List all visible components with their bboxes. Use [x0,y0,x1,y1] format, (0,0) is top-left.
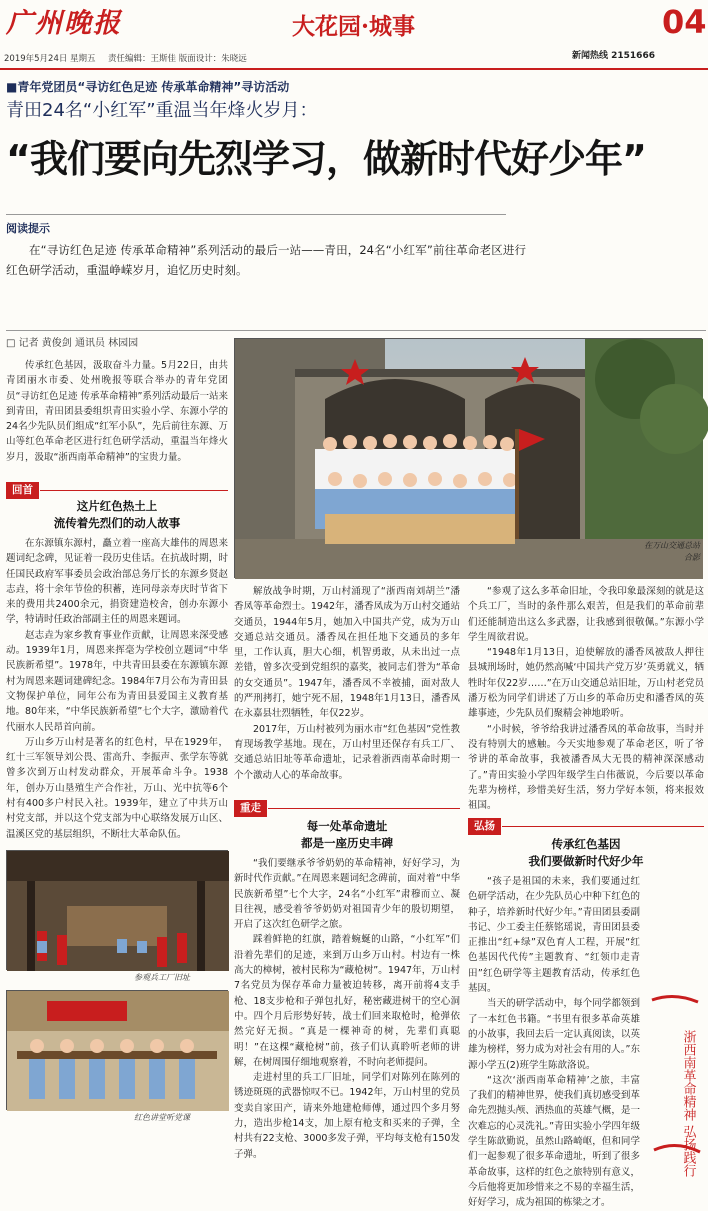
section-tag-rule [502,826,704,827]
section-1-body-b: 解放战争时期，万山村涌现了“浙西南刘胡兰”潘香凤等革命烈士。1942年，潘香凤成为万山村交通站交通员，1944年5月，她加入中国共产党，成为万山交通总站交通员。潘香凤在担任地下交通员的多年里，工作认真，胆大心细，机智勇敢，从未出过一点差错，曾多次受到党组织的嘉奖，被同志们誉为“革命的女交通员”。1947年，潘香凤不幸被捕，面对敌人的严刑拷打，她宁死不屈，1948年1月13日，潘香凤在永嘉县壮烈牺牲，年仅22岁。 2017年，万山村被列为丽水市“红色基因”党性教育现场教学基地。现在，万山村里还保存有兵工厂、交通总站旧址等革命遗址，记录着浙西南革命时期一个个激动人心的革命故事。 [234,586,460,781]
workshop-photo-caption: 参观兵工厂旧址 [134,973,190,982]
headline: “我们要向先烈学习，做新时代好少年” [6,137,646,181]
section-tag-rule [40,490,228,491]
page-number: 04 [662,3,707,41]
section-tag-hongyang: 弘扬 [468,818,501,835]
header-rule [0,68,708,70]
subheadline: 青田24名“小红军”重温当年烽火岁月： [6,100,318,121]
section-tag-rule [268,808,460,809]
section-2-body-a: “我们要继承爷爷奶奶的革命精神，好好学习，为新时代作贡献。”在周恩来题词纪念碑前，面对着“中华民族新希望”七个大字，24名“小红军”肃穆而立、凝目往视，感受着爷爷奶奶对祖国青少年的殷切期望，开启了这次红色研学之旅。 踩着鲜艳的红旗，踏着蜿蜒的山路，“小红军”们沿着先辈们的足迹，来到万山乡万山村。村边有一株高大的樟树，被村民称为“藏枪树”。1947年，万山村7名党员为保存革命力量被迫转移，离开前将4支手枪、18支步枪和子弹包扎好，秘密藏进树干的空心洞中。四个月后形势好转，战士们回来取枪时，枪弹依然完好无损。“真是一棵神奇的树，先辈们真聪明！”在这棵“藏枪树”前，孩子们认真聆听老师的讲解，在树周围仔细地观察着，不时向老师提问。 走进村里的兵工厂旧址，同学们对陈列在陈列的锈迹斑斑的武器惊叹不已。1942年，万山村里的党员变卖自家田产，请来外地建枪师傅，通过四个多月努力，造出步枪14支，加上原有枪支和买来的子弹，全村共有22支枪、3000多发子弹，平均每支枪有150发子弹。 [234,858,460,1160]
workshop-illustration [7,851,229,971]
news-hotline: 新闻热线 2151666 [572,51,655,61]
section-title: 大花园·城事 [292,13,416,40]
section-3-body: “孩子是祖国的未来，我们要通过红色研学活动，在少先队员心中种下红色的种子，培养新时代好少年。”青田团县委副书记、少工委主任蔡铭瑶说，青田团县委正推出“红+绿”双色育人工程，开展“红色基因代代传”主题教育、“红领巾走青田”红色研学等主题教育活动，传承红色基因。 当天的研学活动中，每个同学都领到了一本红色书籍。“书里有很多革命英雄的小故事，我回去后一定认真阅读，以英雄为榜样，努力成为对社会有用的人。”东源小学五(2)班学生陈歆洛说。 “这次‘浙西南革命精神’之旅，丰富了我们的精神世界，使我们真切感受到革命先烈抛头颅、洒热血的英雄气概，是一次难忘的心灵洗礼。”青田实验小学四年级学生陈歆勤说，虽然山路崎岖，但和同学们一起参观了很多革命遗址，听到了很多革命故事，这样的红色之旅特别有意义，今后他将更加珍惜来之不易的幸福生活，好好学习，成为祖国的栋梁之才。 [468,876,640,1209]
section-tag-chongzou: 重走 [234,800,267,817]
section-1-title: 这片红色热土上 流传着先烈们的动人故事 [53,499,181,530]
byline: □ 记者 黄俊剑 通讯员 林园园 [6,338,139,349]
calligraphy-text: 浙西南革命精神 弘扬践行 [680,1030,696,1178]
main-photo-caption: 在万山交通总站合影 [644,541,700,562]
calligraphy-decoration [644,990,706,1178]
lede-label: 阅读提示 [6,222,50,235]
newspaper-masthead: 广州晚报 [6,8,122,39]
calligraphy-art-icon [644,990,706,1178]
workshop-photo [6,850,228,970]
lede-rule [6,214,506,215]
editor-credits: 责任编辑：王斯佳 版面设计：朱晓远 [108,54,247,64]
intro-paragraph: 传承红色基因，汲取奋斗力量。5月22日，由共青团丽水市委、处州晚报等联合举办的青年党团员“寻访红色足迹 传承革命精神”系列活动最后一站来到青田，青田团县委组织青田实验小学、东源小学的24名少先队员们组成“红军小队”，先后前往东源、万山等红色革命老区进行红色研学活动，重温当年烽火岁月，汲取“浙西南革命精神”的宝贵力量。 [6,360,228,463]
lecture-illustration [7,991,229,1111]
section-2-title: 每一处革命遗址 都是一座历史丰碑 [301,819,393,850]
students-group [315,429,545,544]
section-3-title: 传承红色基因 我们要做新时代好少年 [528,837,644,868]
dateline: 2019年5月24日 星期五 [4,54,96,64]
lecture-photo [6,990,228,1110]
lede-text: 在“寻访红色足迹 传承革命精神”系列活动的最后一站——青田，24名“小红军”前往革命老区进行红色研学活动，重温峥嵘岁月，追忆历史时刻。 [6,243,526,277]
section-tag-huishou: 回首 [6,482,39,499]
section-2-body-b: “参观了这么多革命旧址，令我印象最深刻的就是这个兵工厂，当时的条件那么艰苦，但是我们的革命前辈们还能制造出这么多武器，让我感到很敬佩。”东源小学学生周欲君说。 “1948年1月13日，迫使解放的潘香凤被敌人押往县城刑场时，她仍然高喊‘中国共产党万岁’英勇就义，牺牲时年仅22岁……”在万山交通总站旧址，万山村老党员潘万松为同学们讲述了万山乡的革命历史和潘香凤的英雄事迹，少先队员们聚精会神地聆听。 “小时候，爷爷给我讲过潘香凤的革命故事，当时并没有特别大的感触。今天实地参观了革命老区，听了爷爷讲的革命故事，我被潘香凤大无畏的精神深深感动了。”青田实验小学四年级学生白伟薇说，今后要以革命先辈为榜样，珍惜美好生活，努力学好本领，将来报效祖国。 [468,586,704,812]
main-group-photo [234,338,702,578]
group-photo-illustration [235,339,703,579]
lecture-photo-caption: 红色讲堂听党课 [134,1113,190,1122]
kicker: ■青年党团员“寻访红色足迹 传承革命精神”寻访活动 [6,80,290,94]
section-1-body-a: 在东源镇东源村，矗立着一座高大雄伟的周恩来题词纪念碑，见证着一段历史佳话。在抗战时期，时任国民政府军事委员会政治部总务厅长的东源乡贤赵志垚，将十余年节俭的积蓄，连同母亲寿庆时节省下来的费用共2400余元，捐资建造校舍，创办东源小学，特请时任政治部副主任的周恩来题词。 赵志垚为家乡教育事业作贡献，让周恩来深受感动。1939年1月，周恩来挥毫为学校创立题词“中华民族新希望”。1978年，中共青田县委在东源镇东源村为周恩来题词建碑纪念。1984年7月公布为青田县文物保护单位，同年公布为青田县爱国主义教育基地。80年来，“中华民族新希望”七个大字，激励着代代丽水人民昂首向前。 万山乡万山村是著名的红色村，早在1929年，红十三军领导刘公畏、雷高升、李振声、张学东等就曾多次到万山村发动群众，开展革命斗争。1938年，创办万山垦殖生产合作社，万山、光中抗等6个村有400多户村民入社。1939年，建立了中共万山村党支部，并以这个党支部为中心联络发展万山区、温溪区党的基层组织，不断壮大革命队伍。 [6,538,228,840]
body-rule [6,330,706,331]
